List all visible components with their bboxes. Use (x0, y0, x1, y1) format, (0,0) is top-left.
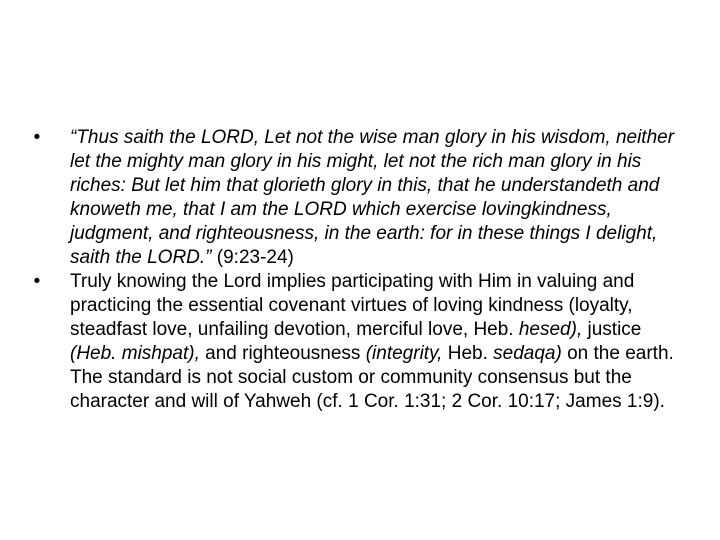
bullet-quote (30, 126, 692, 270)
text-segment: justice (582, 319, 642, 340)
term-hesed: hesed), (518, 319, 583, 340)
bullet-explanation (30, 270, 692, 414)
bullet-list (30, 126, 692, 414)
term-sedaqa: sedaqa) (493, 343, 562, 364)
scripture-reference: (9:23-24) (211, 247, 294, 268)
scripture-quote: “Thus saith the LORD, Let not the wise man glory in his wisdom, neither let the mighty man glory in his might, let not the rich man glory in his riches: But let him that glorieth glory in this, that he understandeth and knoweth me, that I am the LORD which exercise lovingkindness, judgment, and righteousness, in the earth: for in these things I delight, saith the LORD.” (70, 127, 675, 268)
bullet-marker: • (33, 271, 41, 292)
text-segment: Truly knowing the Lord implies participating with Him in valuing and practicing the essential covenant virtues of loving kindness (loyalty, steadfast love, unfailing devotion, merciful love, Heb. (70, 271, 635, 340)
bullet-marker: • (33, 127, 41, 148)
term-integrity: (integrity, (365, 343, 443, 364)
text-segment: Heb. (442, 343, 494, 364)
text-segment: and righteousness (199, 343, 366, 364)
term-mishpat: (Heb. mishpat), (70, 343, 200, 364)
text-segment: on the earth. The standard is not social custom or community consensus but the character and will of Yahweh (cf. 1 Cor. 1:31; 2 Cor. 10:17; James 1:9). (70, 343, 674, 412)
